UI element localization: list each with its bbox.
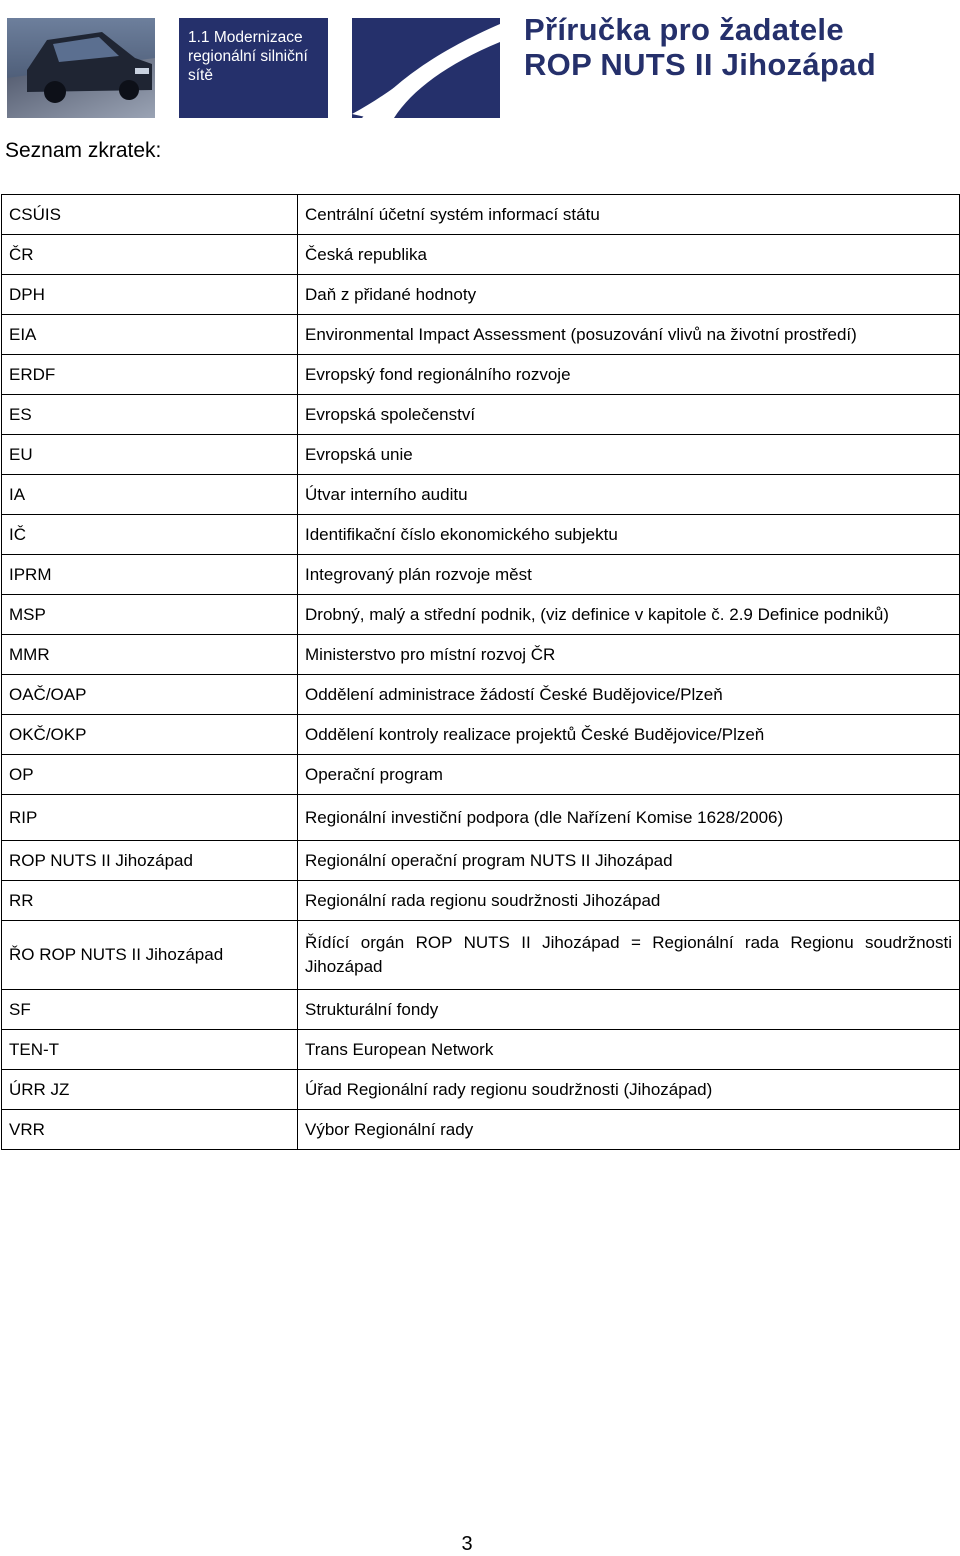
handbook-title-line2: ROP NUTS II Jihozápad <box>524 47 876 82</box>
abbr-term: RR <box>2 881 298 921</box>
abbr-term: TEN-T <box>2 1030 298 1070</box>
abbr-term: ERDF <box>2 355 298 395</box>
table-row <box>2 1070 960 1110</box>
table-row <box>2 395 960 435</box>
abbr-definition: Evropská společenství <box>298 395 960 435</box>
abbr-term: ES <box>2 395 298 435</box>
abbr-definition: Operační program <box>298 755 960 795</box>
table-row <box>2 755 960 795</box>
abbr-term: EIA <box>2 315 298 355</box>
table-row <box>2 275 960 315</box>
abbr-definition: Regionální rada regionu soudržnosti Jihozápad <box>298 881 960 921</box>
abbr-term: IPRM <box>2 555 298 595</box>
abbr-term: ÚRR JZ <box>2 1070 298 1110</box>
table-row <box>2 675 960 715</box>
project-badge <box>179 18 328 118</box>
abbr-term: ROP NUTS II Jihozápad <box>2 841 298 881</box>
abbr-term: OKČ/OKP <box>2 715 298 755</box>
page-number: 3 <box>461 1533 473 1555</box>
table-row <box>2 555 960 595</box>
abbr-term: MSP <box>2 595 298 635</box>
car-photo-image <box>7 18 155 118</box>
table-row <box>2 795 960 841</box>
abbreviations-table <box>1 194 960 1150</box>
abbr-term: ŘO ROP NUTS II Jihozápad <box>2 921 298 990</box>
table-row <box>2 990 960 1030</box>
table-row <box>2 435 960 475</box>
abbr-definition: Centrální účetní systém informací státu <box>298 195 960 235</box>
table-row <box>2 195 960 235</box>
handbook-title-line1: Příručka pro žadatele <box>524 12 844 47</box>
abbr-definition: Výbor Regionální rady <box>298 1110 960 1150</box>
handbook-title <box>524 12 876 82</box>
table-row <box>2 841 960 881</box>
abbr-term: VRR <box>2 1110 298 1150</box>
abbr-definition: Oddělení kontroly realizace projektů České Budějovice/Plzeň <box>298 715 960 755</box>
table-row <box>2 235 960 275</box>
table-row <box>2 635 960 675</box>
table-row <box>2 475 960 515</box>
project-badge-text: 1.1 Modernizace regionální silniční sítě <box>188 29 308 84</box>
abbr-term: RIP <box>2 795 298 841</box>
car-photo <box>7 18 155 118</box>
abbr-definition: Strukturální fondy <box>298 990 960 1030</box>
table-row <box>2 515 960 555</box>
table-row <box>2 1110 960 1150</box>
header-banner <box>0 0 960 125</box>
abbr-definition: Identifikační číslo ekonomického subjektu <box>298 515 960 555</box>
abbr-definition: Evropský fond regionálního rozvoje <box>298 355 960 395</box>
table-row <box>2 315 960 355</box>
abbr-definition: Česká republika <box>298 235 960 275</box>
page-title: Seznam zkratek: <box>5 139 162 162</box>
table-row <box>2 715 960 755</box>
abbr-term: CSÚIS <box>2 195 298 235</box>
abbr-term: SF <box>2 990 298 1030</box>
abbr-definition: Environmental Impact Assessment (posuzování vlivů na životní prostředí) <box>298 315 960 355</box>
abbr-term: IČ <box>2 515 298 555</box>
abbr-definition: Daň z přidané hodnoty <box>298 275 960 315</box>
abbr-term: OAČ/OAP <box>2 675 298 715</box>
table-row <box>2 881 960 921</box>
table-row <box>2 1030 960 1070</box>
abbr-term: OP <box>2 755 298 795</box>
abbr-definition: Regionální investiční podpora (dle Nařízení Komise 1628/2006) <box>298 795 960 841</box>
abbr-definition: Regionální operační program NUTS II Jihozápad <box>298 841 960 881</box>
abbr-definition: Integrovaný plán rozvoje měst <box>298 555 960 595</box>
abbr-term: MMR <box>2 635 298 675</box>
table-row <box>2 921 960 990</box>
abbr-term: EU <box>2 435 298 475</box>
abbr-definition: Ministerstvo pro místní rozvoj ČR <box>298 635 960 675</box>
abbr-term: IA <box>2 475 298 515</box>
abbr-definition: Oddělení administrace žádostí České Budějovice/Plzeň <box>298 675 960 715</box>
road-swoosh-graphic <box>352 18 500 118</box>
abbr-definition: Úřad Regionální rady regionu soudržnosti (Jihozápad) <box>298 1070 960 1110</box>
table-row <box>2 595 960 635</box>
abbr-term: DPH <box>2 275 298 315</box>
abbr-definition: Evropská unie <box>298 435 960 475</box>
abbr-term: ČR <box>2 235 298 275</box>
table-row <box>2 355 960 395</box>
road-swoosh-icon <box>352 18 500 118</box>
abbr-definition: Útvar interního auditu <box>298 475 960 515</box>
abbr-definition: Řídící orgán ROP NUTS II Jihozápad = Regionální rada Regionu soudržnosti Jihozápad <box>298 921 960 990</box>
abbr-definition: Drobný, malý a střední podnik, (viz definice v kapitole č. 2.9 Definice podniků) <box>298 595 960 635</box>
abbr-definition: Trans European Network <box>298 1030 960 1070</box>
